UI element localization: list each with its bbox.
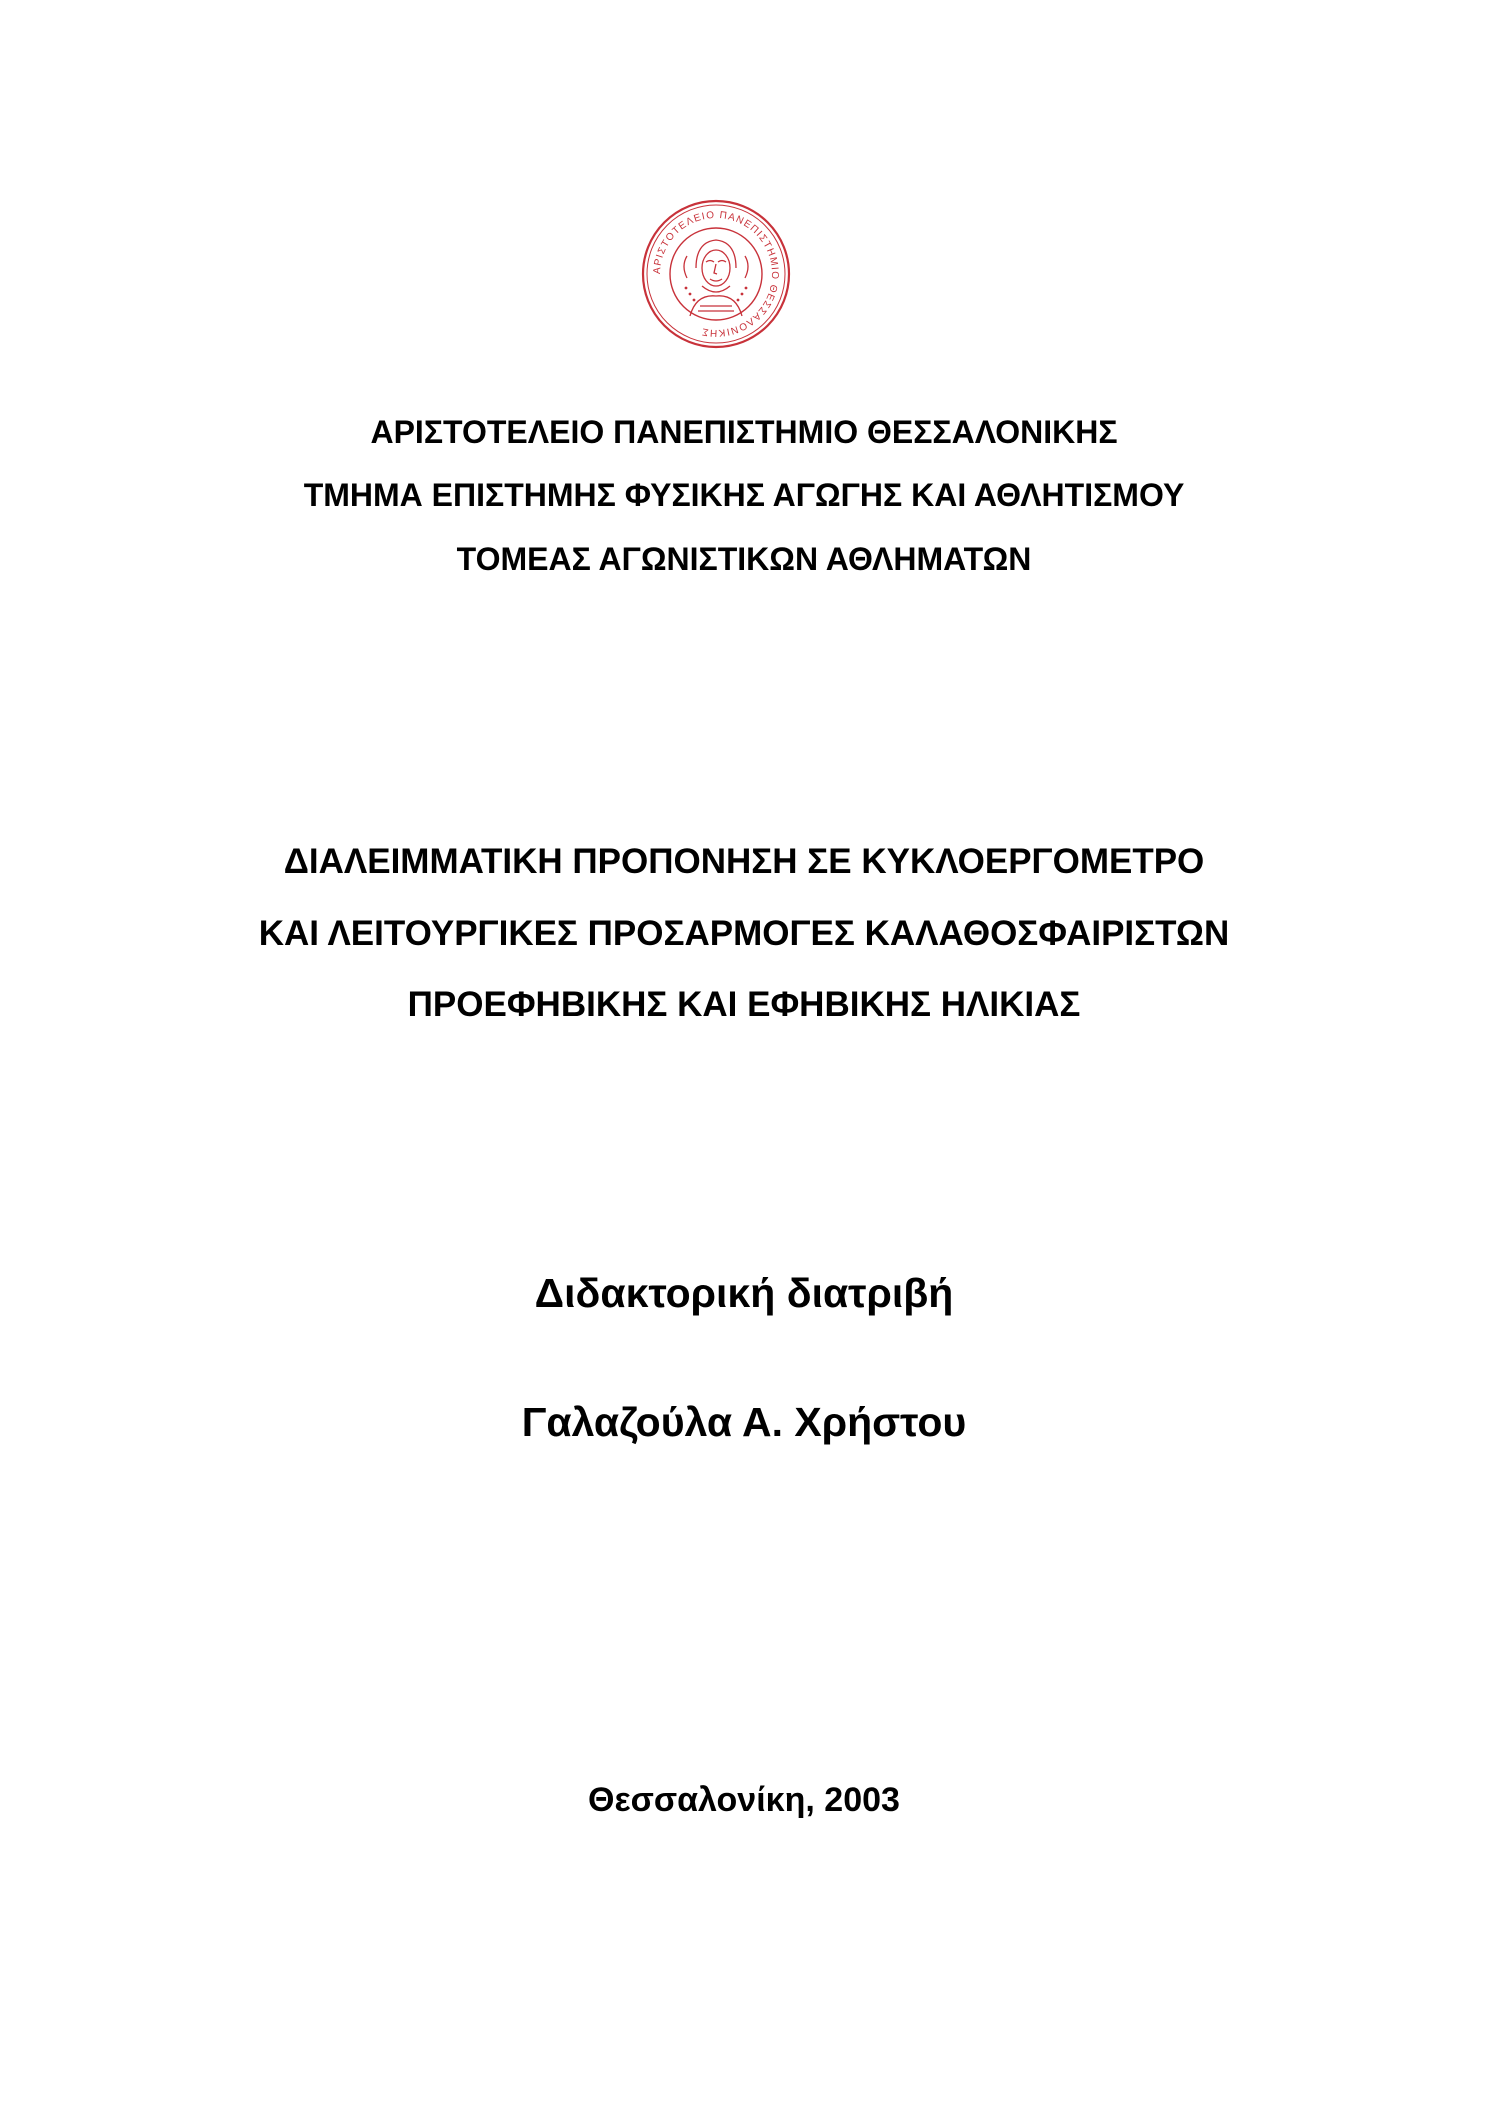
thesis-title-line-1: ΔΙΑΛΕΙΜΜΑΤΙΚΗ ΠΡΟΠΟΝΗΣΗ ΣΕ ΚΥΚΛΟΕΡΓΟΜΕΤΡΟ [283,842,1205,881]
place-and-date: Θεσσαλονίκη, 2003 [588,1781,900,1819]
department-name: ΤΜΗΜΑ ΕΠΙΣΤΗΜΗΣ ΦΥΣΙΚΗΣ ΑΓΩΓΗΣ ΚΑΙ ΑΘΛΗΤΙΣΜΟΥ [303,477,1185,513]
thesis-title-line-3: ΠΡΟΕΦΗΒΙΚΗΣ ΚΑΙ ΕΦΗΒΙΚΗΣ ΗΛΙΚΙΑΣ [407,985,1081,1024]
university-name: ΑΡΙΣΤΟΤΕΛΕΙΟ ΠΑΝΕΠΙΣΤΗΜΙΟ ΘΕΣΣΑΛΟΝΙΚΗΣ [370,414,1118,450]
university-seal-logo [640,198,792,350]
thesis-title-line-2: ΚΑΙ ΛΕΙΤΟΥΡΓΙΚΕΣ ΠΡΟΣΑΡΜΟΓΕΣ ΚΑΛΑΘΟΣΦΑΙΡΙΣΤΩΝ [258,914,1230,953]
thesis-type: Διδακτορική διατριβή [534,1270,954,1316]
author-name: Γαλαζούλα Α. Χρήστου [521,1399,967,1445]
seal-portrait-icon [684,240,748,316]
sector-name: ΤΟΜΕΑΣ ΑΓΩΝΙΣΤΙΚΩΝ ΑΘΛΗΜΑΤΩΝ [456,541,1032,577]
seal-ring-text: ΑΡΙΣΤΟΤΕΛΕΙΟ ΠΑΝΕΠΙΣΤΗΜΙΟ ΘΕΣΣΑΛΟΝΙΚΗΣ [651,209,781,339]
